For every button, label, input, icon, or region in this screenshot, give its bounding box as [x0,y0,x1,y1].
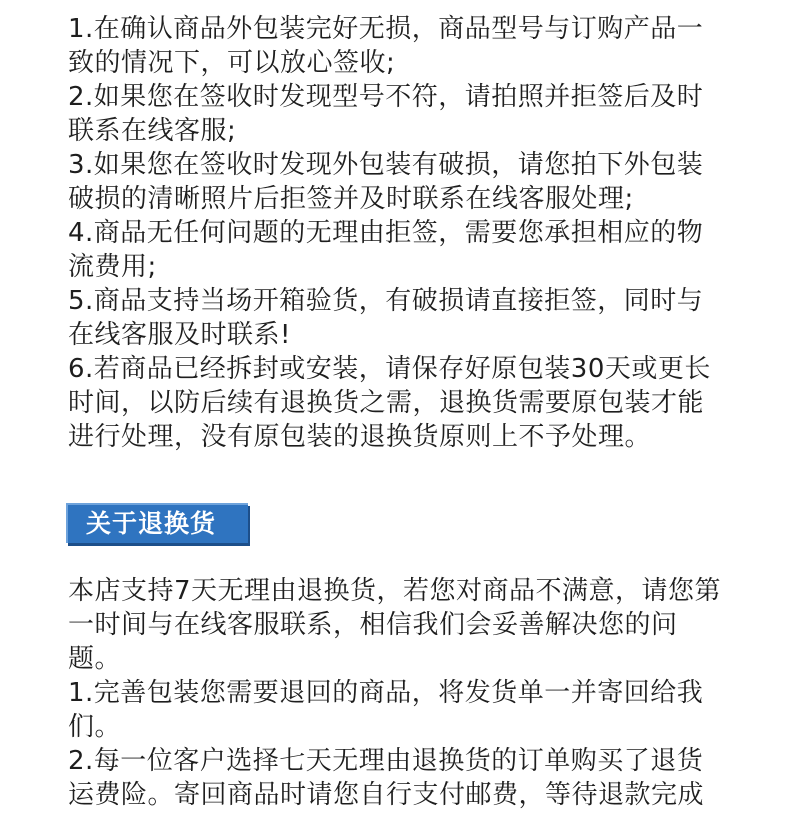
section-title: 关于退换货 [86,509,217,538]
return-policy-item: 2.每一位客户选择七天无理由退换货的订单购买了退货运费险。寄回商品时请您自行支付邮费，等待退款完成 [68,746,705,810]
delivery-notes-list [68,12,728,454]
delivery-note-item: 3.如果您在签收时发现外包装有破损，请您拍下外包装破损的清晰照片后拒签并及时联系在线客服处理; [68,150,704,214]
delivery-note-item: 1.在确认商品外包装完好无损，商品型号与订购产品一致的情况下，可以放心签收; [68,14,704,78]
section-header-returns [66,503,248,543]
delivery-note-item: 6.若商品已经拆封或安装，请保存好原包装30天或更长时间，以防后续有退换货之需，退换货需要原包装才能进行处理，没有原包装的退换货原则上不予处理。 [68,354,711,452]
return-policy-text [68,574,728,812]
return-policy-item: 1.完善包装您需要退回的商品，将发货单一并寄回给我们。 [68,678,704,742]
return-policy-intro: 本店支持7天无理由退换货，若您对商品不满意，请您第一时间与在线客服联系，相信我们会妥善解决您的问题。 [68,576,722,674]
delivery-note-item: 4.商品无任何问题的无理由拒签，需要您承担相应的物流费用; [68,218,704,282]
delivery-note-item: 5.商品支持当场开箱验货，有破损请直接拒签，同时与在线客服及时联系! [68,286,704,350]
delivery-note-item: 2.如果您在签收时发现型号不符，请拍照并拒签后及时联系在线客服; [68,82,704,146]
